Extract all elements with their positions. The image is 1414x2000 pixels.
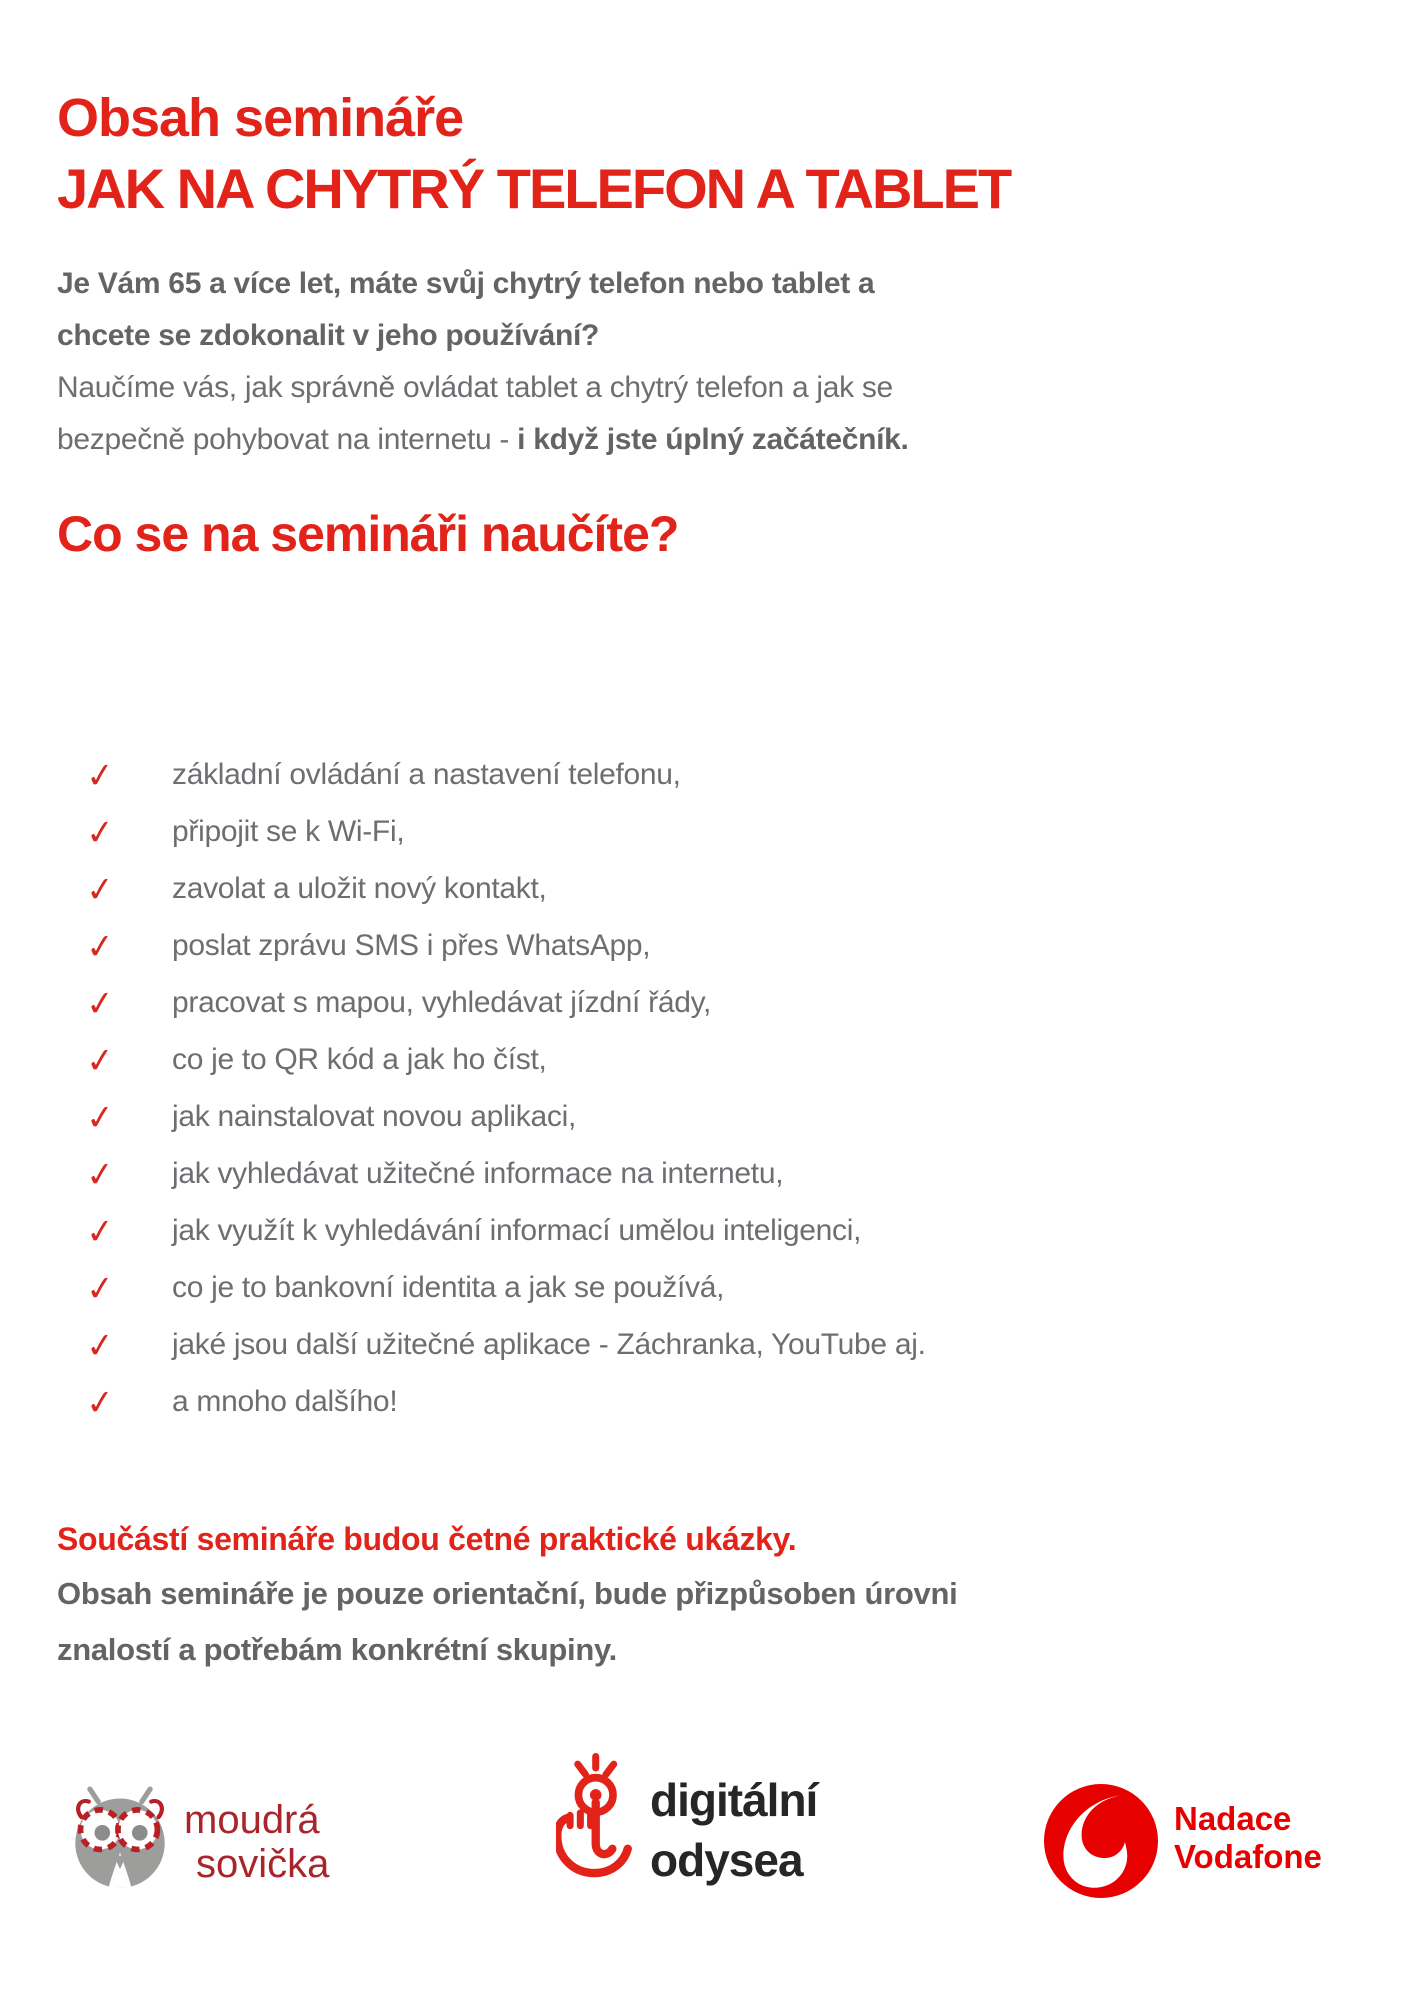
- touch-hand-icon: [556, 1748, 638, 1893]
- checklist-item: [86, 1373, 926, 1430]
- vodafone-wordmark: [1174, 1800, 1322, 1903]
- check-icon: ✓: [84, 754, 117, 797]
- checklist-item-label: poslat zprávu SMS i přes WhatsApp,: [172, 928, 651, 962]
- intro-description: [57, 362, 909, 466]
- checklist-item-label: jak využít k vyhledávání informací umělou inteligenci,: [172, 1213, 862, 1247]
- disclaimer-note: [57, 1566, 957, 1678]
- checklist: [86, 746, 926, 1430]
- intro-description-line1: Naučíme vás, jak správně ovládat tablet a chytrý telefon a jak se: [57, 371, 893, 404]
- checklist-item-label: co je to bankovní identita a jak se používá,: [172, 1270, 725, 1304]
- sovicka-wordmark-line2: sovička: [196, 1842, 330, 1886]
- checklist-item-label: připojit se k Wi-Fi,: [172, 814, 405, 848]
- checklist-item: [86, 1316, 926, 1373]
- checklist-item: [86, 917, 926, 974]
- checklist-item: [86, 803, 926, 860]
- check-icon: ✓: [84, 1267, 117, 1310]
- logo-nadace-vodafone: [1044, 1784, 1322, 1903]
- checklist-item-label: jak nainstalovat novou aplikaci,: [172, 1099, 576, 1133]
- checklist-item: [86, 746, 926, 803]
- vodafone-wordmark-line1: Nadace: [1174, 1800, 1292, 1837]
- logo-digitalni-odysea: [556, 1748, 817, 1893]
- checklist-item-label: základní ovládání a nastavení telefonu,: [172, 757, 681, 791]
- checklist-item: [86, 1031, 926, 1088]
- disclaimer-line2: znalostí a potřebám konkrétní skupiny.: [57, 1632, 617, 1667]
- section-heading: Co se na semináři naučíte?: [57, 506, 679, 562]
- intro-description-line2: [57, 414, 909, 466]
- checklist-item-label: co je to QR kód a jak ho číst,: [172, 1042, 547, 1076]
- intro-description-line2-bold: i když jste úplný začátečník.: [517, 423, 909, 456]
- check-icon: ✓: [84, 811, 117, 854]
- vodafone-speechmark-icon: [1044, 1784, 1158, 1903]
- checklist-item: [86, 1202, 926, 1259]
- check-icon: ✓: [84, 1210, 117, 1253]
- checklist-item-label: jak vyhledávat užitečné informace na internetu,: [172, 1156, 784, 1190]
- check-icon: ✓: [84, 1381, 117, 1424]
- check-icon: ✓: [84, 925, 117, 968]
- disclaimer-line1: Obsah semináře je pouze orientační, bude přizpůsoben úrovni: [57, 1576, 958, 1611]
- checklist-item: [86, 1259, 926, 1316]
- check-icon: ✓: [84, 1153, 117, 1196]
- odysea-wordmark: [650, 1770, 817, 1893]
- checklist-item-label: pracovat s mapou, vyhledávat jízdní řády,: [172, 985, 712, 1019]
- check-icon: ✓: [84, 1324, 117, 1367]
- checklist-item: [86, 974, 926, 1031]
- check-icon: ✓: [84, 1096, 117, 1139]
- checklist-item-label: a mnoho dalšího!: [172, 1384, 398, 1418]
- checklist-item: [86, 1088, 926, 1145]
- supertitle: Obsah semináře: [57, 88, 464, 148]
- odysea-wordmark-line2: odysea: [650, 1834, 803, 1886]
- page-title: JAK NA CHYTRÝ TELEFON A TABLET: [57, 157, 1011, 220]
- practical-note: Součástí semináře budou četné praktické ukázky.: [57, 1521, 797, 1557]
- intro-question-line1: Je Vám 65 a více let, máte svůj chytrý telefon nebo tablet a: [57, 267, 875, 300]
- checklist-item: [86, 860, 926, 917]
- intro-description-line2-regular: bezpečně pohybovat na internetu -: [57, 423, 518, 456]
- sovicka-wordmark-line1: moudrá: [184, 1798, 320, 1842]
- logo-moudra-sovicka: [68, 1786, 329, 1895]
- checklist-item: [86, 1145, 926, 1202]
- vodafone-wordmark-line2: Vodafone: [1174, 1838, 1322, 1875]
- intro-question-line2: chcete se zdokonalit v jeho používání?: [57, 319, 600, 352]
- check-icon: ✓: [84, 1039, 117, 1082]
- check-icon: ✓: [84, 982, 117, 1025]
- checklist-item-label: zavolat a uložit nový kontakt,: [172, 871, 547, 905]
- owl-icon: [68, 1786, 172, 1895]
- check-icon: ✓: [84, 868, 117, 911]
- checklist-item-label: jaké jsou další užitečné aplikace - Záchranka, YouTube aj.: [172, 1327, 926, 1361]
- intro-question: [57, 258, 874, 362]
- sovicka-wordmark: [184, 1798, 329, 1895]
- odysea-wordmark-line1: digitální: [650, 1774, 818, 1826]
